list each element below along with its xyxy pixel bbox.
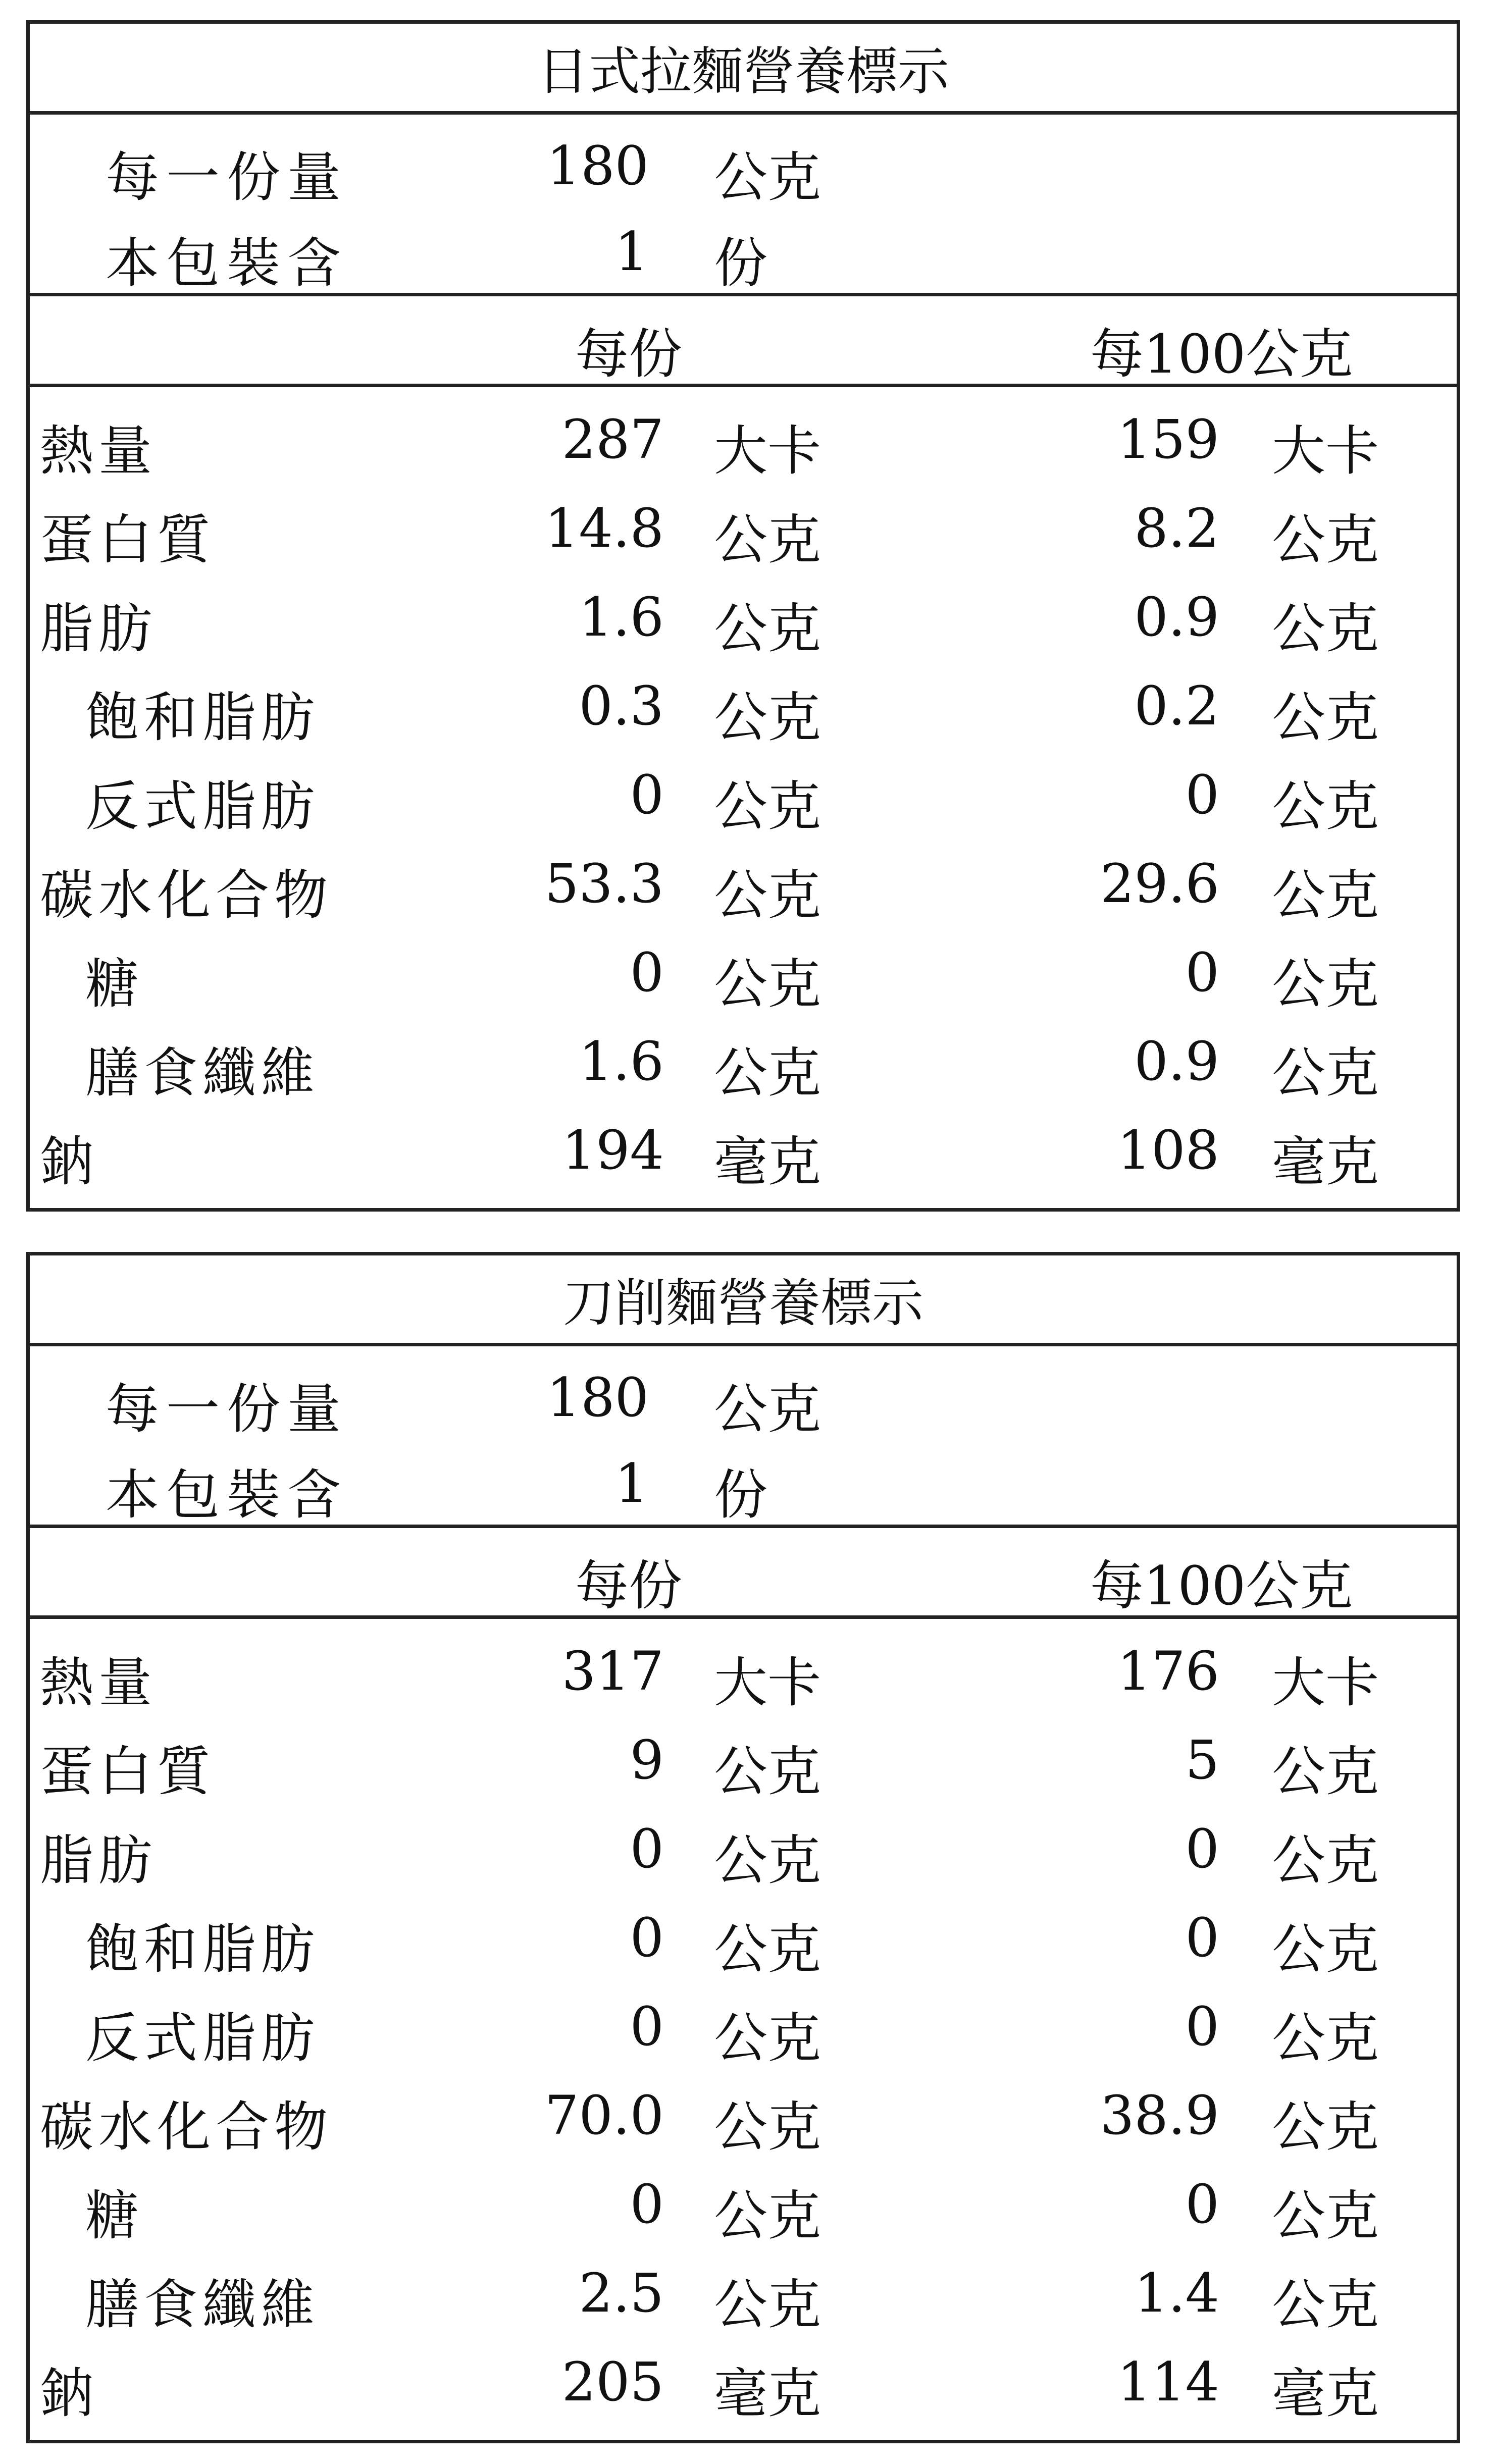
serving-size-unit: 公克 bbox=[714, 1378, 821, 1440]
per-100g-unit: 公克 bbox=[1272, 1918, 1379, 1980]
nutrient-row-dietary-fiber bbox=[30, 1019, 1457, 1108]
per-serving-value: 205 bbox=[561, 2351, 664, 2413]
serving-size-value: 180 bbox=[546, 1367, 649, 1429]
nutrient-row-fat bbox=[30, 575, 1457, 664]
per-serving-value: 1.6 bbox=[579, 1030, 664, 1092]
nutrient-label: 飽和脂肪 bbox=[85, 687, 320, 749]
per-serving-value: 14.8 bbox=[544, 497, 664, 559]
per-serving-value: 9 bbox=[630, 1729, 664, 1791]
nutrient-row-saturated-fat bbox=[30, 1896, 1457, 1984]
per-100g-value: 0.9 bbox=[1134, 1030, 1219, 1092]
per-100g-value: 159 bbox=[1117, 408, 1219, 470]
nutrient-rows bbox=[30, 1619, 1457, 2429]
nutrient-label: 糖 bbox=[85, 953, 144, 1015]
per-100g-value: 5 bbox=[1185, 1729, 1219, 1791]
per-serving-value: 1.6 bbox=[579, 586, 664, 648]
serving-size-row bbox=[30, 1356, 1457, 1442]
per-100g-value: 108 bbox=[1117, 1119, 1219, 1181]
per-100g-unit: 毫克 bbox=[1272, 1131, 1379, 1193]
per-100g-value: 0 bbox=[1185, 941, 1219, 1004]
per-100g-value: 0.2 bbox=[1134, 675, 1219, 737]
per-serving-value: 317 bbox=[561, 1640, 664, 1702]
nutrient-row-protein bbox=[30, 486, 1457, 575]
per-100g-header: 每100公克 bbox=[1090, 1555, 1353, 1617]
nutrient-label: 碳水化合物 bbox=[40, 2096, 333, 2158]
serving-info bbox=[30, 1346, 1457, 1528]
per-serving-unit: 公克 bbox=[714, 1042, 821, 1104]
nutrient-row-energy bbox=[30, 397, 1457, 486]
per-serving-unit: 公克 bbox=[714, 2007, 821, 2069]
servings-per-package-value: 1 bbox=[614, 221, 649, 283]
nutrient-label: 熱量 bbox=[40, 1652, 157, 1714]
nutrient-row-sugar bbox=[30, 2162, 1457, 2251]
per-100g-unit: 公克 bbox=[1272, 2007, 1379, 2069]
nutrient-row-carbohydrate bbox=[30, 842, 1457, 930]
per-serving-value: 0 bbox=[630, 1818, 664, 1880]
per-serving-unit: 公克 bbox=[714, 1741, 821, 1803]
per-serving-value: 0.3 bbox=[579, 675, 664, 737]
per-serving-unit: 公克 bbox=[714, 2274, 821, 2336]
per-serving-unit: 公克 bbox=[714, 1829, 821, 1892]
per-100g-value: 8.2 bbox=[1134, 497, 1219, 559]
nutrient-label: 反式脂肪 bbox=[85, 2007, 320, 2069]
per-100g-value: 0 bbox=[1185, 764, 1219, 826]
per-100g-unit: 公克 bbox=[1272, 1042, 1379, 1104]
per-serving-unit: 公克 bbox=[714, 775, 821, 837]
per-serving-value: 194 bbox=[561, 1119, 664, 1181]
per-serving-header: 每份 bbox=[575, 1555, 682, 1617]
per-serving-unit: 公克 bbox=[714, 2185, 821, 2247]
per-serving-unit: 毫克 bbox=[714, 2363, 821, 2425]
nutrient-row-trans-fat bbox=[30, 1984, 1457, 2073]
nutrient-rows bbox=[30, 387, 1457, 1197]
per-100g-unit: 公克 bbox=[1272, 509, 1379, 571]
per-100g-header: 每100公克 bbox=[1090, 323, 1353, 385]
per-100g-unit: 公克 bbox=[1272, 2274, 1379, 2336]
per-serving-unit: 毫克 bbox=[714, 1131, 821, 1193]
nutrient-row-sodium bbox=[30, 1108, 1457, 1197]
panel-title: 刀削麵營養標示 bbox=[30, 1255, 1457, 1346]
nutrient-row-saturated-fat bbox=[30, 664, 1457, 753]
nutrient-row-protein bbox=[30, 1718, 1457, 1807]
per-100g-value: 176 bbox=[1117, 1640, 1219, 1702]
per-serving-unit: 公克 bbox=[714, 509, 821, 571]
per-100g-value: 0.9 bbox=[1134, 586, 1219, 648]
panel-title: 日式拉麵營養標示 bbox=[30, 24, 1457, 115]
nutrient-row-fat bbox=[30, 1807, 1457, 1896]
servings-per-package-unit: 份 bbox=[714, 1464, 767, 1526]
nutrient-label: 鈉 bbox=[40, 2363, 98, 2425]
per-serving-unit: 公克 bbox=[714, 864, 821, 926]
per-100g-value: 0 bbox=[1185, 1996, 1219, 2058]
per-100g-unit: 公克 bbox=[1272, 1829, 1379, 1892]
column-header bbox=[30, 1528, 1457, 1619]
serving-size-label: 每一份量 bbox=[106, 1378, 348, 1440]
nutrient-label: 糖 bbox=[85, 2185, 144, 2247]
per-serving-unit: 大卡 bbox=[714, 1652, 821, 1714]
nutrient-label: 脂肪 bbox=[40, 1829, 157, 1892]
per-serving-value: 0 bbox=[630, 764, 664, 826]
serving-info bbox=[30, 115, 1457, 296]
serving-size-row bbox=[30, 125, 1457, 211]
nutrient-row-trans-fat bbox=[30, 753, 1457, 842]
per-serving-value: 0 bbox=[630, 1996, 664, 2058]
per-100g-value: 114 bbox=[1117, 2351, 1219, 2413]
per-100g-unit: 公克 bbox=[1272, 864, 1379, 926]
per-serving-value: 287 bbox=[561, 408, 664, 470]
per-100g-unit: 毫克 bbox=[1272, 2363, 1379, 2425]
nutrient-label: 蛋白質 bbox=[40, 509, 216, 571]
per-100g-value: 29.6 bbox=[1100, 853, 1219, 915]
nutrition-panel-ramen bbox=[26, 20, 1460, 1212]
per-100g-value: 1.4 bbox=[1134, 2262, 1219, 2324]
serving-size-value: 180 bbox=[546, 135, 649, 197]
nutrient-row-dietary-fiber bbox=[30, 2251, 1457, 2340]
per-100g-unit: 大卡 bbox=[1272, 420, 1379, 482]
servings-per-package-label: 本包裝含 bbox=[106, 232, 348, 294]
per-serving-unit: 公克 bbox=[714, 687, 821, 749]
per-serving-unit: 公克 bbox=[714, 953, 821, 1015]
nutrient-label: 膳食纖維 bbox=[85, 2274, 320, 2336]
per-100g-value: 0 bbox=[1185, 2173, 1219, 2235]
per-100g-unit: 公克 bbox=[1272, 598, 1379, 660]
per-100g-unit: 公克 bbox=[1272, 953, 1379, 1015]
per-serving-unit: 大卡 bbox=[714, 420, 821, 482]
per-100g-unit: 公克 bbox=[1272, 775, 1379, 837]
per-100g-unit: 大卡 bbox=[1272, 1652, 1379, 1714]
per-serving-unit: 公克 bbox=[714, 2096, 821, 2158]
nutrient-label: 碳水化合物 bbox=[40, 864, 333, 926]
per-serving-value: 2.5 bbox=[579, 2262, 664, 2324]
per-100g-value: 0 bbox=[1185, 1818, 1219, 1880]
per-100g-unit: 公克 bbox=[1272, 2096, 1379, 2158]
per-serving-value: 0 bbox=[630, 941, 664, 1004]
nutrient-label: 反式脂肪 bbox=[85, 775, 320, 837]
nutrient-row-sugar bbox=[30, 930, 1457, 1019]
per-100g-value: 0 bbox=[1185, 1907, 1219, 1969]
nutrient-row-sodium bbox=[30, 2340, 1457, 2429]
nutrition-panel-knife-cut-noodles bbox=[26, 1252, 1460, 2443]
serving-size-label: 每一份量 bbox=[106, 146, 348, 208]
per-100g-unit: 公克 bbox=[1272, 2185, 1379, 2247]
nutrient-label: 鈉 bbox=[40, 1131, 98, 1193]
nutrient-label: 脂肪 bbox=[40, 598, 157, 660]
nutrient-label: 飽和脂肪 bbox=[85, 1918, 320, 1980]
servings-per-package-row bbox=[30, 211, 1457, 296]
per-serving-value: 70.0 bbox=[544, 2084, 664, 2146]
per-serving-unit: 公克 bbox=[714, 598, 821, 660]
nutrient-row-energy bbox=[30, 1629, 1457, 1718]
nutrient-row-carbohydrate bbox=[30, 2073, 1457, 2162]
nutrient-label: 熱量 bbox=[40, 420, 157, 482]
per-serving-value: 0 bbox=[630, 1907, 664, 1969]
servings-per-package-label: 本包裝含 bbox=[106, 1464, 348, 1526]
column-header bbox=[30, 296, 1457, 387]
servings-per-package-unit: 份 bbox=[714, 232, 767, 294]
per-serving-value: 0 bbox=[630, 2173, 664, 2235]
per-100g-unit: 公克 bbox=[1272, 1741, 1379, 1803]
servings-per-package-value: 1 bbox=[614, 1452, 649, 1514]
nutrient-label: 膳食纖維 bbox=[85, 1042, 320, 1104]
per-serving-value: 53.3 bbox=[544, 853, 664, 915]
per-100g-unit: 公克 bbox=[1272, 687, 1379, 749]
per-serving-unit: 公克 bbox=[714, 1918, 821, 1980]
per-100g-value: 38.9 bbox=[1100, 2084, 1219, 2146]
serving-size-unit: 公克 bbox=[714, 146, 821, 208]
nutrient-label: 蛋白質 bbox=[40, 1741, 216, 1803]
per-serving-header: 每份 bbox=[575, 323, 682, 385]
servings-per-package-row bbox=[30, 1442, 1457, 1528]
